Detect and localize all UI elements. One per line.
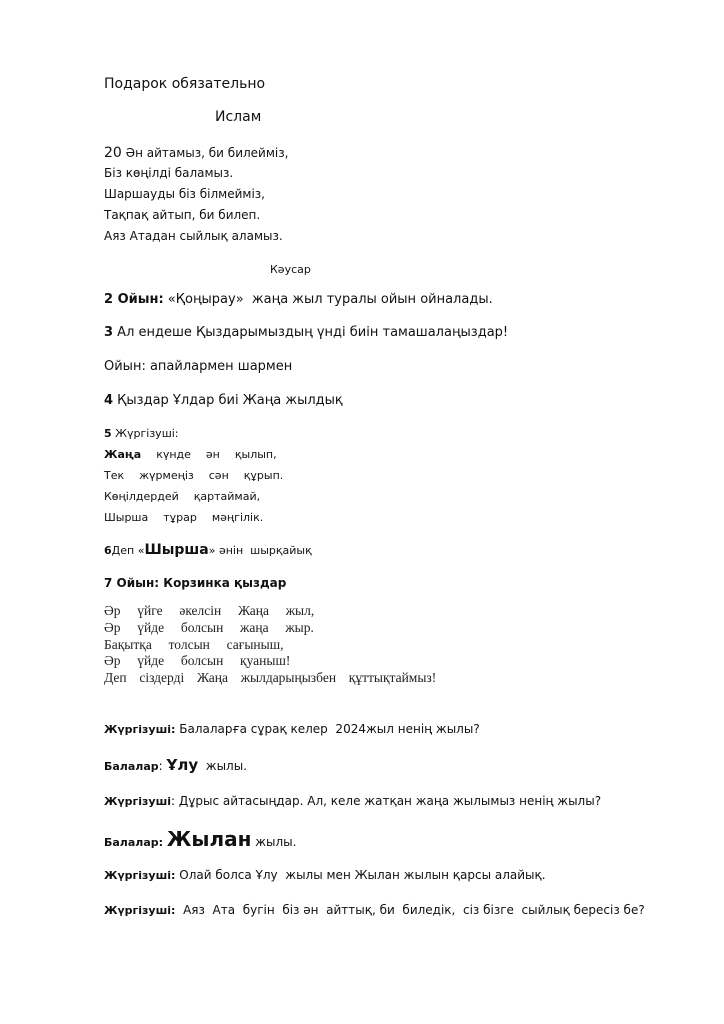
doc-title: Подарок обязательно: [104, 76, 266, 92]
item-text: Ал ендеше Қыздарымыздың үнді биін тамашалаңыздар!: [113, 325, 509, 340]
separator: :: [158, 759, 167, 773]
dialog-text: жылы.: [198, 759, 248, 773]
poem-line: Бақытқа толсын сағыныш,: [104, 637, 284, 652]
program-item: [104, 293, 493, 306]
poem-text: күнде ән қылып,: [141, 448, 277, 461]
poem-line: Әр үйге әкелсін Жаңа жыл,: [104, 603, 315, 618]
dialog-text: Дұрыс айтасыңдар. Ал, келе жатқан жаңа жылымыз ненің жылы?: [178, 794, 602, 808]
poem-line: Әр үйде болсын жаңа жыр.: [104, 620, 314, 635]
poem-line: Әр үйде болсын қуаныш!: [104, 653, 291, 668]
performer-name: Ислам: [215, 109, 262, 125]
performer-name: Кәусар: [270, 263, 311, 276]
program-item: [104, 326, 508, 339]
dialog-line: [104, 829, 296, 849]
item-number: 6: [104, 544, 112, 557]
poem-line: Көңілдердей қартаймай,: [104, 490, 261, 503]
item-number: 5: [104, 427, 112, 440]
poem-line: Шырша тұрар мәңгілік.: [104, 511, 264, 524]
item-number: 4: [104, 393, 114, 408]
poem-line: Шаршауды біз білмейміз,: [104, 187, 265, 201]
dialog-line: [104, 795, 601, 807]
poem-line: Тек жүрмеңіз сән құрып.: [104, 469, 284, 482]
dialog-line: [104, 758, 247, 773]
speaker: Жүргізуші: [104, 795, 172, 808]
item-text: » әнін шырқайық: [208, 544, 312, 557]
item-label: 2 Ойын:: [104, 292, 164, 307]
item-text: Қыздар Ұлдар биі Жаңа жылдық: [113, 393, 343, 408]
bold-word: Жаңа: [104, 448, 142, 461]
program-item: [104, 543, 312, 557]
bold-word: Шырша: [144, 542, 209, 558]
poem-line: [104, 449, 277, 460]
dialog-text: жылы.: [251, 835, 297, 849]
speaker: Балалар:: [104, 836, 164, 849]
emphasis-word: Жылан: [166, 827, 252, 851]
poem-line: Тақпақ айтып, би билеп.: [104, 208, 261, 222]
dialog-line: [104, 869, 546, 881]
poem-line: Біз көңілді баламыз.: [104, 166, 234, 180]
dialog-text: Олай болса Ұлу жылы мен Жылан жылын қарсы алайық.: [175, 868, 546, 882]
program-item: [104, 394, 343, 407]
speaker: Балалар: [104, 760, 159, 773]
poem-text: Ән айтамыз, би билейміз,: [121, 146, 289, 160]
separator: :: [171, 794, 179, 808]
poem-line: Аяз Атадан сыйлық аламыз.: [104, 229, 283, 243]
program-item: [104, 428, 179, 439]
dialog-line: [104, 723, 480, 735]
item-text: Жүргізуші:: [111, 427, 179, 440]
dialog-text: Аяз Ата бугін біз ән айттық, би биледік, сіз бізге сыйлық бересіз бе?: [175, 903, 645, 917]
item-text: Деп «: [111, 544, 145, 557]
speaker: Жүргізуші:: [104, 723, 176, 736]
dialog-text: Балаларға сұрақ келер 2024жыл ненің жылы?: [175, 722, 480, 736]
speaker: Жүргізуші:: [104, 869, 176, 882]
speaker: Жүргізуші:: [104, 904, 176, 917]
item-number: 3: [104, 325, 114, 340]
emphasis-word: Ұлу: [166, 756, 199, 774]
item-number: 20: [104, 145, 122, 161]
dialog-line: [104, 904, 645, 916]
program-item: Ойын: апайлармен шармен: [104, 359, 293, 374]
poem-line: [104, 146, 288, 160]
program-item: 7 Ойын: Корзинка қыздар: [104, 576, 287, 590]
item-text: «Қоңырау» жаңа жыл туралы ойын ойналады.: [163, 292, 493, 307]
poem-line: Деп сіздерді Жаңа жылдарыңызбен құттықтаймыз!: [104, 670, 437, 685]
